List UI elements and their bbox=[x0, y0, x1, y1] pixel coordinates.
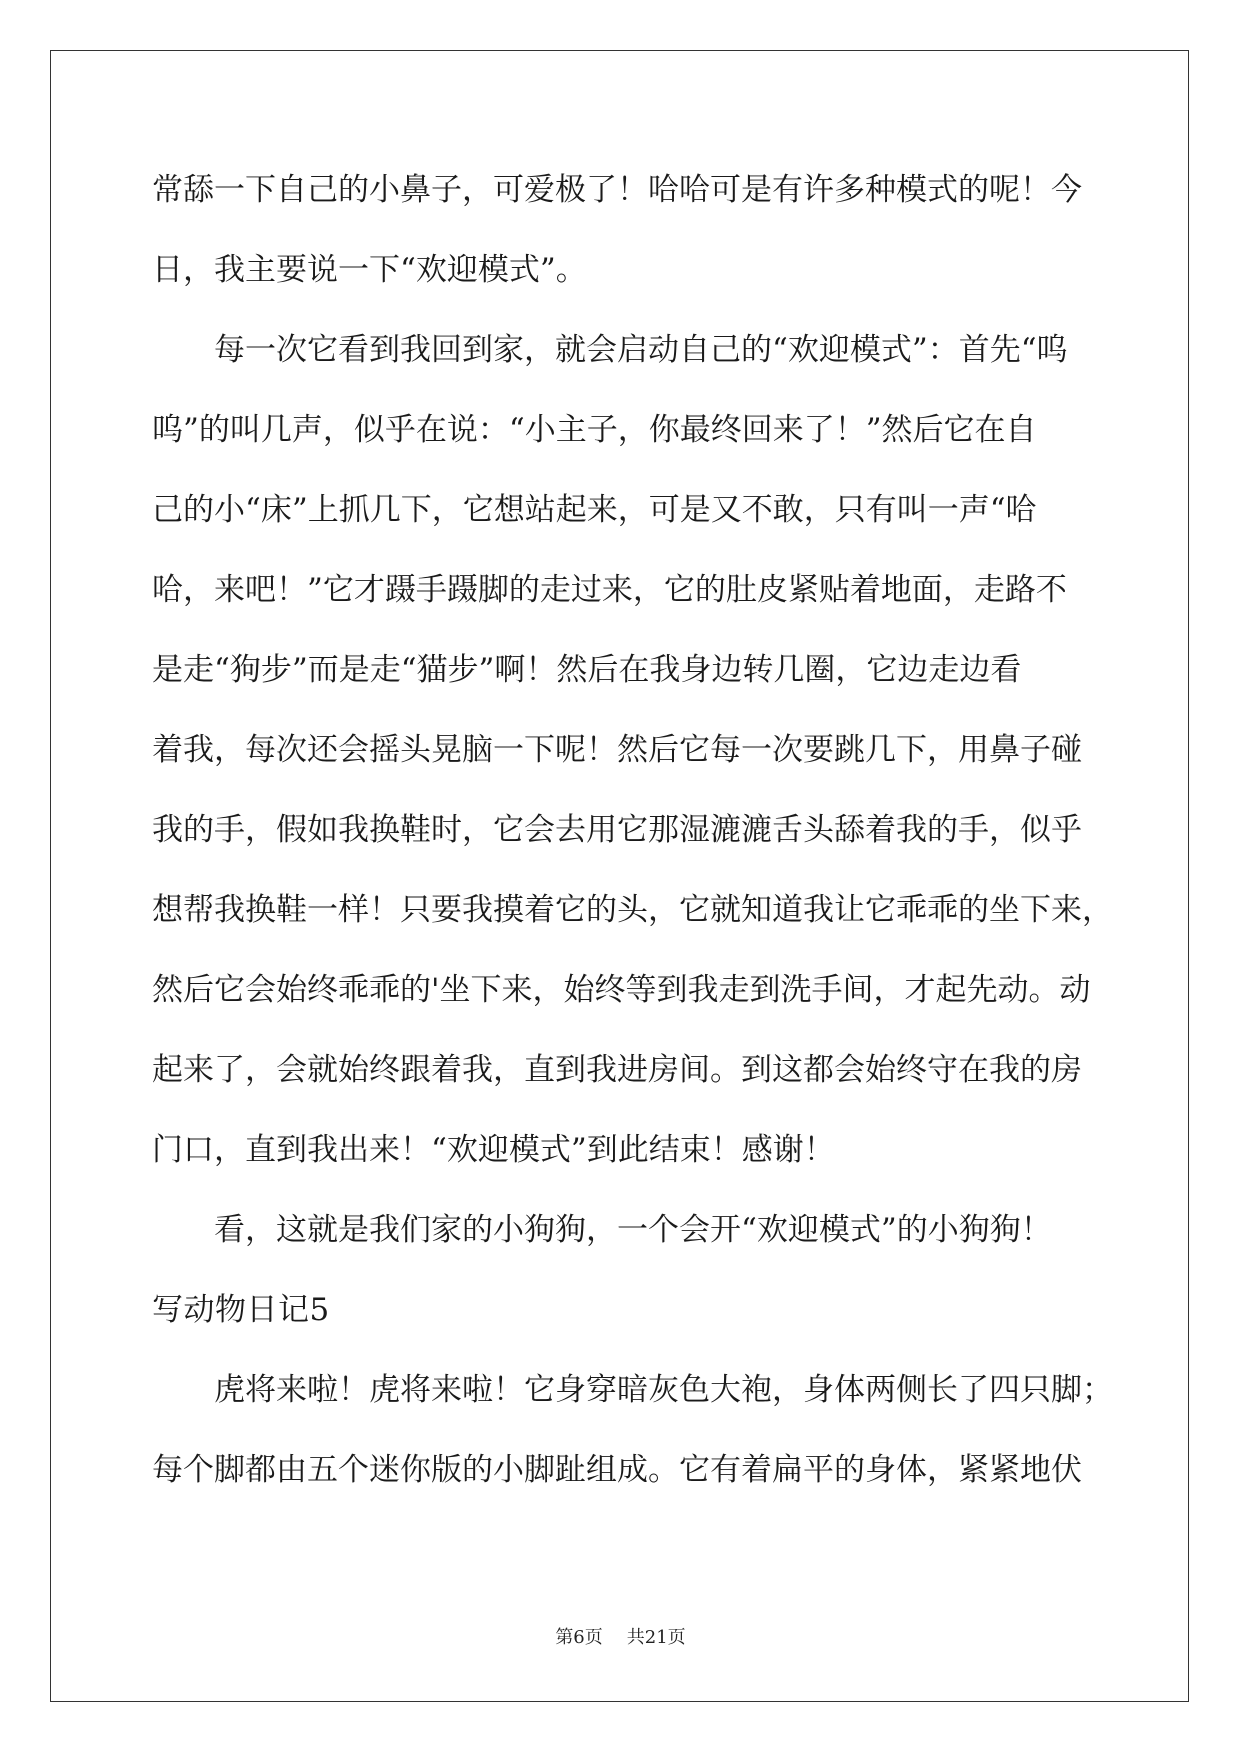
text-line: 每个脚都由五个迷你版的小脚趾组成。它有着扁平的身体，紧紧地伏 bbox=[152, 1452, 1082, 1488]
text-line: 起来了，会就始终跟着我，直到我进房间。到这都会始终守在我的房 bbox=[152, 1052, 1082, 1088]
text-line: 着我，每次还会摇头晃脑一下呢！然后它每一次要跳几下，用鼻子碰 bbox=[152, 732, 1082, 768]
text-line: 日，我主要说一下“欢迎模式”。 bbox=[152, 252, 587, 288]
paragraph-start-line: 虎将来啦！虎将来啦！它身穿暗灰色大袍，身体两侧长了四只脚； bbox=[214, 1372, 1113, 1408]
total-pages: 共21页 bbox=[626, 1627, 686, 1648]
text-line: 然后它会始终乖乖的'坐下来，始终等到我走到洗手间，才起先动。动 bbox=[152, 972, 1091, 1008]
text-line: 呜”的叫几声，似乎在说：“小主子，你最终回来了！”然后它在自 bbox=[152, 412, 1037, 448]
page-number: 第6页 bbox=[555, 1627, 603, 1648]
text-line: 是走“狗步”而是走“猫步”啊！然后在我身边转几圈，它边走边看 bbox=[152, 652, 1022, 688]
document-body bbox=[152, 164, 1113, 1524]
text-line: 我的手，假如我换鞋时，它会去用它那湿漉漉舌头舔着我的手，似乎 bbox=[152, 812, 1082, 848]
text-line: 想帮我换鞋一样！只要我摸着它的头，它就知道我让它乖乖的坐下来， bbox=[152, 892, 1113, 928]
paragraph-start-line: 看，这就是我们家的小狗狗，一个会开“欢迎模式”的小狗狗！ bbox=[214, 1212, 1052, 1248]
paragraph-start-line: 每一次它看到我回到家，就会启动自己的“欢迎模式”：首先“呜 bbox=[214, 332, 1068, 368]
text-line: 门口，直到我出来！“欢迎模式”到此结束！感谢！ bbox=[152, 1132, 835, 1168]
text-line: 哈，来吧！”它才蹑手蹑脚的走过来，它的肚皮紧贴着地面，走路不 bbox=[152, 572, 1067, 608]
page-footer bbox=[0, 1627, 1241, 1649]
text-line: 常舔一下自己的小鼻子，可爱极了！哈哈可是有许多种模式的呢！今 bbox=[152, 172, 1082, 208]
section-heading: 写动物日记5 bbox=[152, 1292, 330, 1328]
text-line: 己的小“床”上抓几下，它想站起来，可是又不敢，只有叫一声“哈 bbox=[152, 492, 1037, 528]
